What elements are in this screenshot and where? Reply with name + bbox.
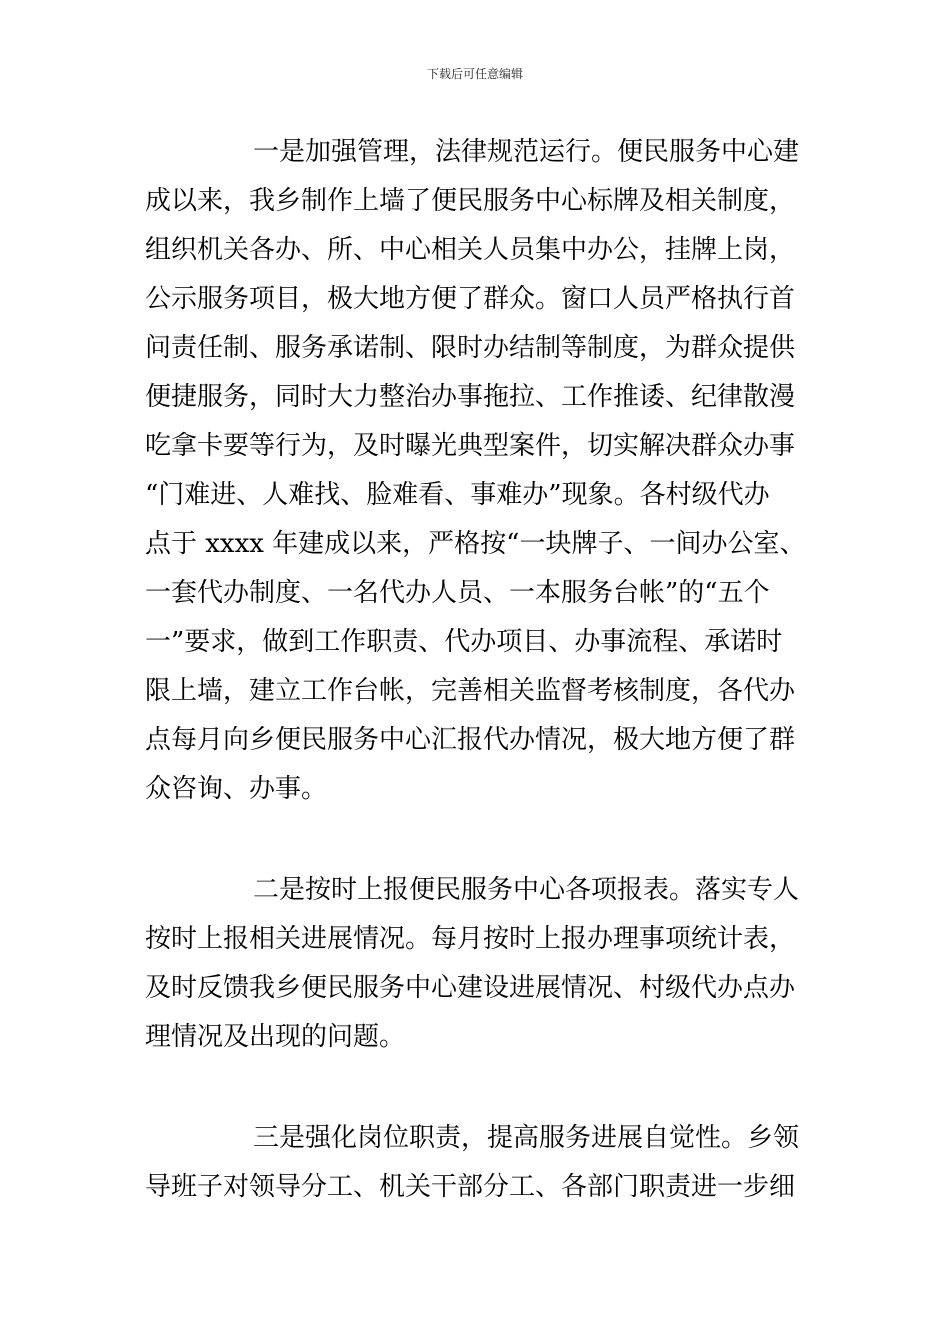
paragraph-line: 组织机关各办、所、中心相关人员集中办公，挂牌上岗， <box>145 235 796 265</box>
paragraph-line: 点每月向乡便民服务中心汇报代办情况，极大地方便了群 <box>145 725 796 755</box>
paragraph-line: 成以来，我乡制作上墙了便民服务中心标牌及相关制度， <box>145 186 796 216</box>
paragraph-line: 一”要求，做到工作职责、代办项目、办事流程、承诺时 <box>145 627 783 657</box>
paragraph-line: 便捷服务，同时大力整治办事拖拉、工作推诿、纪律散漫 <box>145 382 796 412</box>
paragraph-line: 吃拿卡要等行为，及时曝光典型案件，切实解决群众办事 <box>145 431 796 461</box>
paragraph-line: 限上墙，建立工作台帐，完善相关监督考核制度，各代办 <box>145 676 796 706</box>
paragraph-line: 二是按时上报便民服务中心各项报表。落实专人 <box>253 875 800 905</box>
page-header-note: 下载后可任意编辑 <box>426 67 523 81</box>
document-body <box>145 128 810 1212</box>
paragraph-line: 及时反馈我乡便民服务中心建设进展情况、村级代办点办 <box>145 973 796 1003</box>
paragraph-1 <box>145 128 810 814</box>
paragraph-line: 按时上报相关进展情况。每月按时上报办理事项统计表， <box>145 924 796 954</box>
paragraph-line: 点于 xxxx 年建成以来，严格按“一块牌子、一间办公室、 <box>145 529 806 559</box>
paragraph-2 <box>145 866 810 1062</box>
paragraph-3 <box>145 1114 810 1212</box>
paragraph-line: 三是强化岗位职责，提高服务进展自觉性。乡领 <box>253 1123 800 1153</box>
paragraph-line: 一是加强管理，法律规范运行。便民服务中心建 <box>253 137 800 167</box>
paragraph-line: 公示服务项目，极大地方便了群众。窗口人员严格执行首 <box>145 284 796 314</box>
paragraph-line: “门难进、人难找、脸难看、事难办”现象。各村级代办 <box>145 480 770 510</box>
paragraph-line: 众咨询、办事。 <box>145 774 328 804</box>
paragraph-line: 导班子对领导分工、机关干部分工、各部门职责进一步细 <box>145 1172 796 1202</box>
paragraph-line: 理情况及出现的问题。 <box>145 1022 406 1052</box>
paragraph-line: 一套代办制度、一名代办人员、一本服务台帐”的“五个 <box>145 578 770 608</box>
paragraph-line: 问责任制、服务承诺制、限时办结制等制度，为群众提供 <box>145 333 796 363</box>
